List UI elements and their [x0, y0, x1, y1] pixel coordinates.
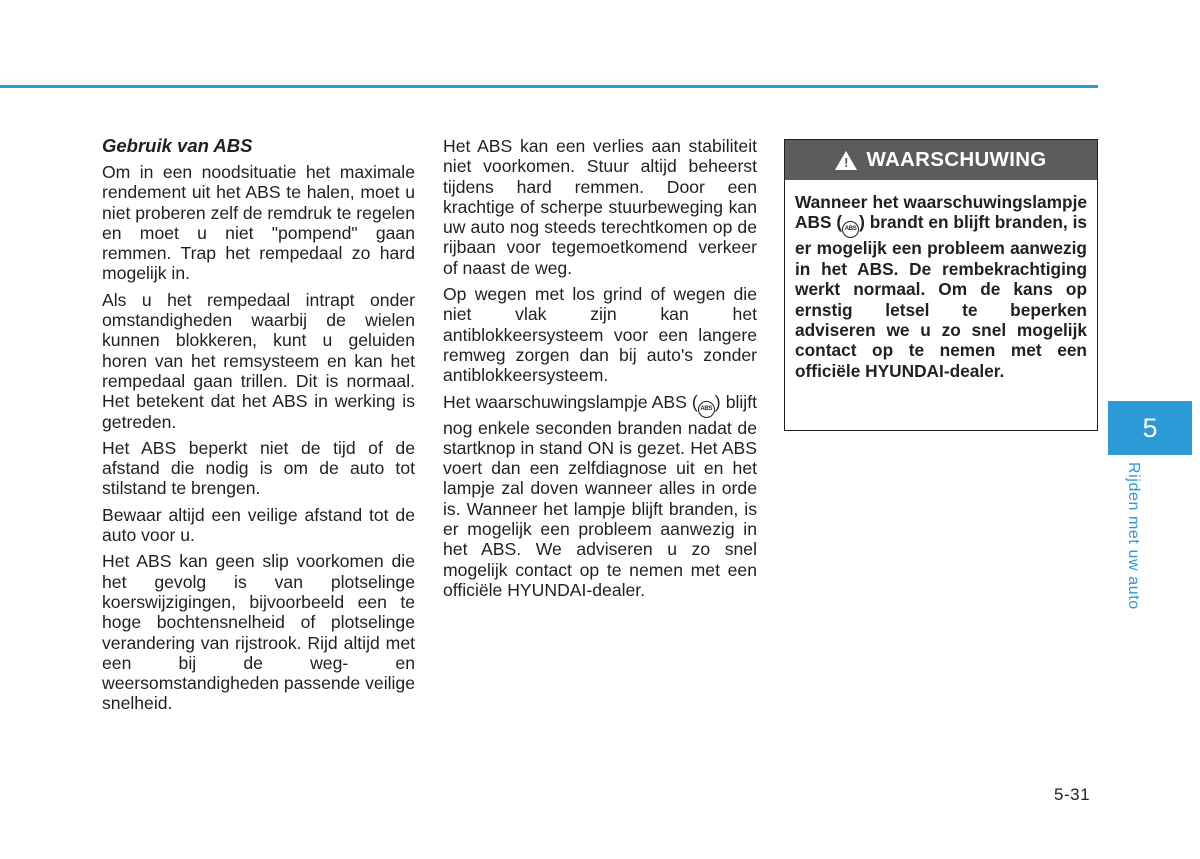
page-number: 5-31 — [1054, 785, 1091, 804]
text-fragment: Wanneer het waarschuwingslampje ABS ( — [795, 192, 1087, 233]
section-heading: Gebruik van ABS — [102, 135, 253, 156]
chapter-title: Rijden met uw auto — [1125, 462, 1142, 610]
warning-header — [785, 140, 1097, 180]
paragraph: Op wegen met los grind of wegen die niet vlak zijn kan het antiblokkeersysteem voor een langere remweg zorgen dan bij auto's zonder antiblokkeersysteem. — [443, 284, 757, 386]
paragraph: Bewaar altijd een veilige afstand tot de auto voor u. — [102, 504, 415, 546]
chapter-title-vertical — [1118, 462, 1158, 622]
paragraph: Om in een noodsituatie het maximale rendement uit het ABS te halen, moet u niet proberen zelf de remdruk te regelen en moet u niet "pompend" gaan remmen. Trap het rempedaal zo hard mogelijk in. — [102, 162, 415, 284]
abs-warning-lamp-icon: ABS — [698, 401, 715, 418]
top-rule — [0, 85, 1098, 88]
abs-warning-lamp-icon: ABS — [842, 221, 859, 238]
text-fragment: Het waarschuwingslampje ABS ( — [443, 391, 698, 412]
warning-title: WAARSCHUWING — [866, 148, 1047, 171]
column-middle — [443, 136, 757, 606]
text-fragment: ) blijft nog enkele seconden branden nadat de startknop in stand ON is gezet. Het ABS voert dan een zelfdiagnose uit en het lampje zal doven wanneer alles in orde is. Wanneer het lampje blijft branden, is er mogelijk een probleem aanwezig in het ABS. We adviseren u zo snel mogelijk contact op te nemen met een officiële HYUNDAI-dealer. — [443, 391, 757, 600]
paragraph: Het ABS kan een verlies aan stabiliteit niet voorkomen. Stuur altijd beheerst tijdens hard remmen. Door een krachtige of scherpe stuurbeweging kan uw auto nog steeds terechtkomen op de rijbaan voor tegemoetkomend verkeer of naast de weg. — [443, 136, 757, 278]
paragraph: Het ABS kan geen slip voorkomen die het gevolg is van plotselinge koerswijzigingen, bijvoorbeeld een te hoge bochtensnelheid of plotselinge verandering van rijstrook. Rijd altijd met een bij de weg- en weersomstandigheden passende veilige snelheid. — [102, 551, 415, 714]
text-fragment: ) brandt en blijft branden, is er mogelijk een probleem aanwezig in het ABS. De rembekrachtiging werkt normaal. Om de kans op ernstig letsel te beperken adviseren we u zo snel mogelijk contact op te nemen met een officiële HYUNDAI-dealer. — [795, 212, 1088, 381]
warning-box — [784, 139, 1098, 431]
warning-triangle-icon: ! — [835, 151, 857, 170]
paragraph: Als u het rempedaal intrapt onder omstandigheden waarbij de wielen kunnen blokkeren, kunt u geluiden horen van het remsysteem en kan het rempedaal gaan trillen. Dit is normaal. Het betekent dat het ABS in werking is getreden. — [102, 289, 415, 432]
column-left — [102, 136, 415, 720]
warning-text — [785, 180, 1097, 381]
chapter-tab: 5 — [1108, 401, 1192, 455]
paragraph: Het ABS beperkt niet de tijd of de afstand die nodig is om de auto tot stilstand te brengen. — [102, 437, 415, 499]
paragraph-abs-lamp — [443, 392, 757, 601]
